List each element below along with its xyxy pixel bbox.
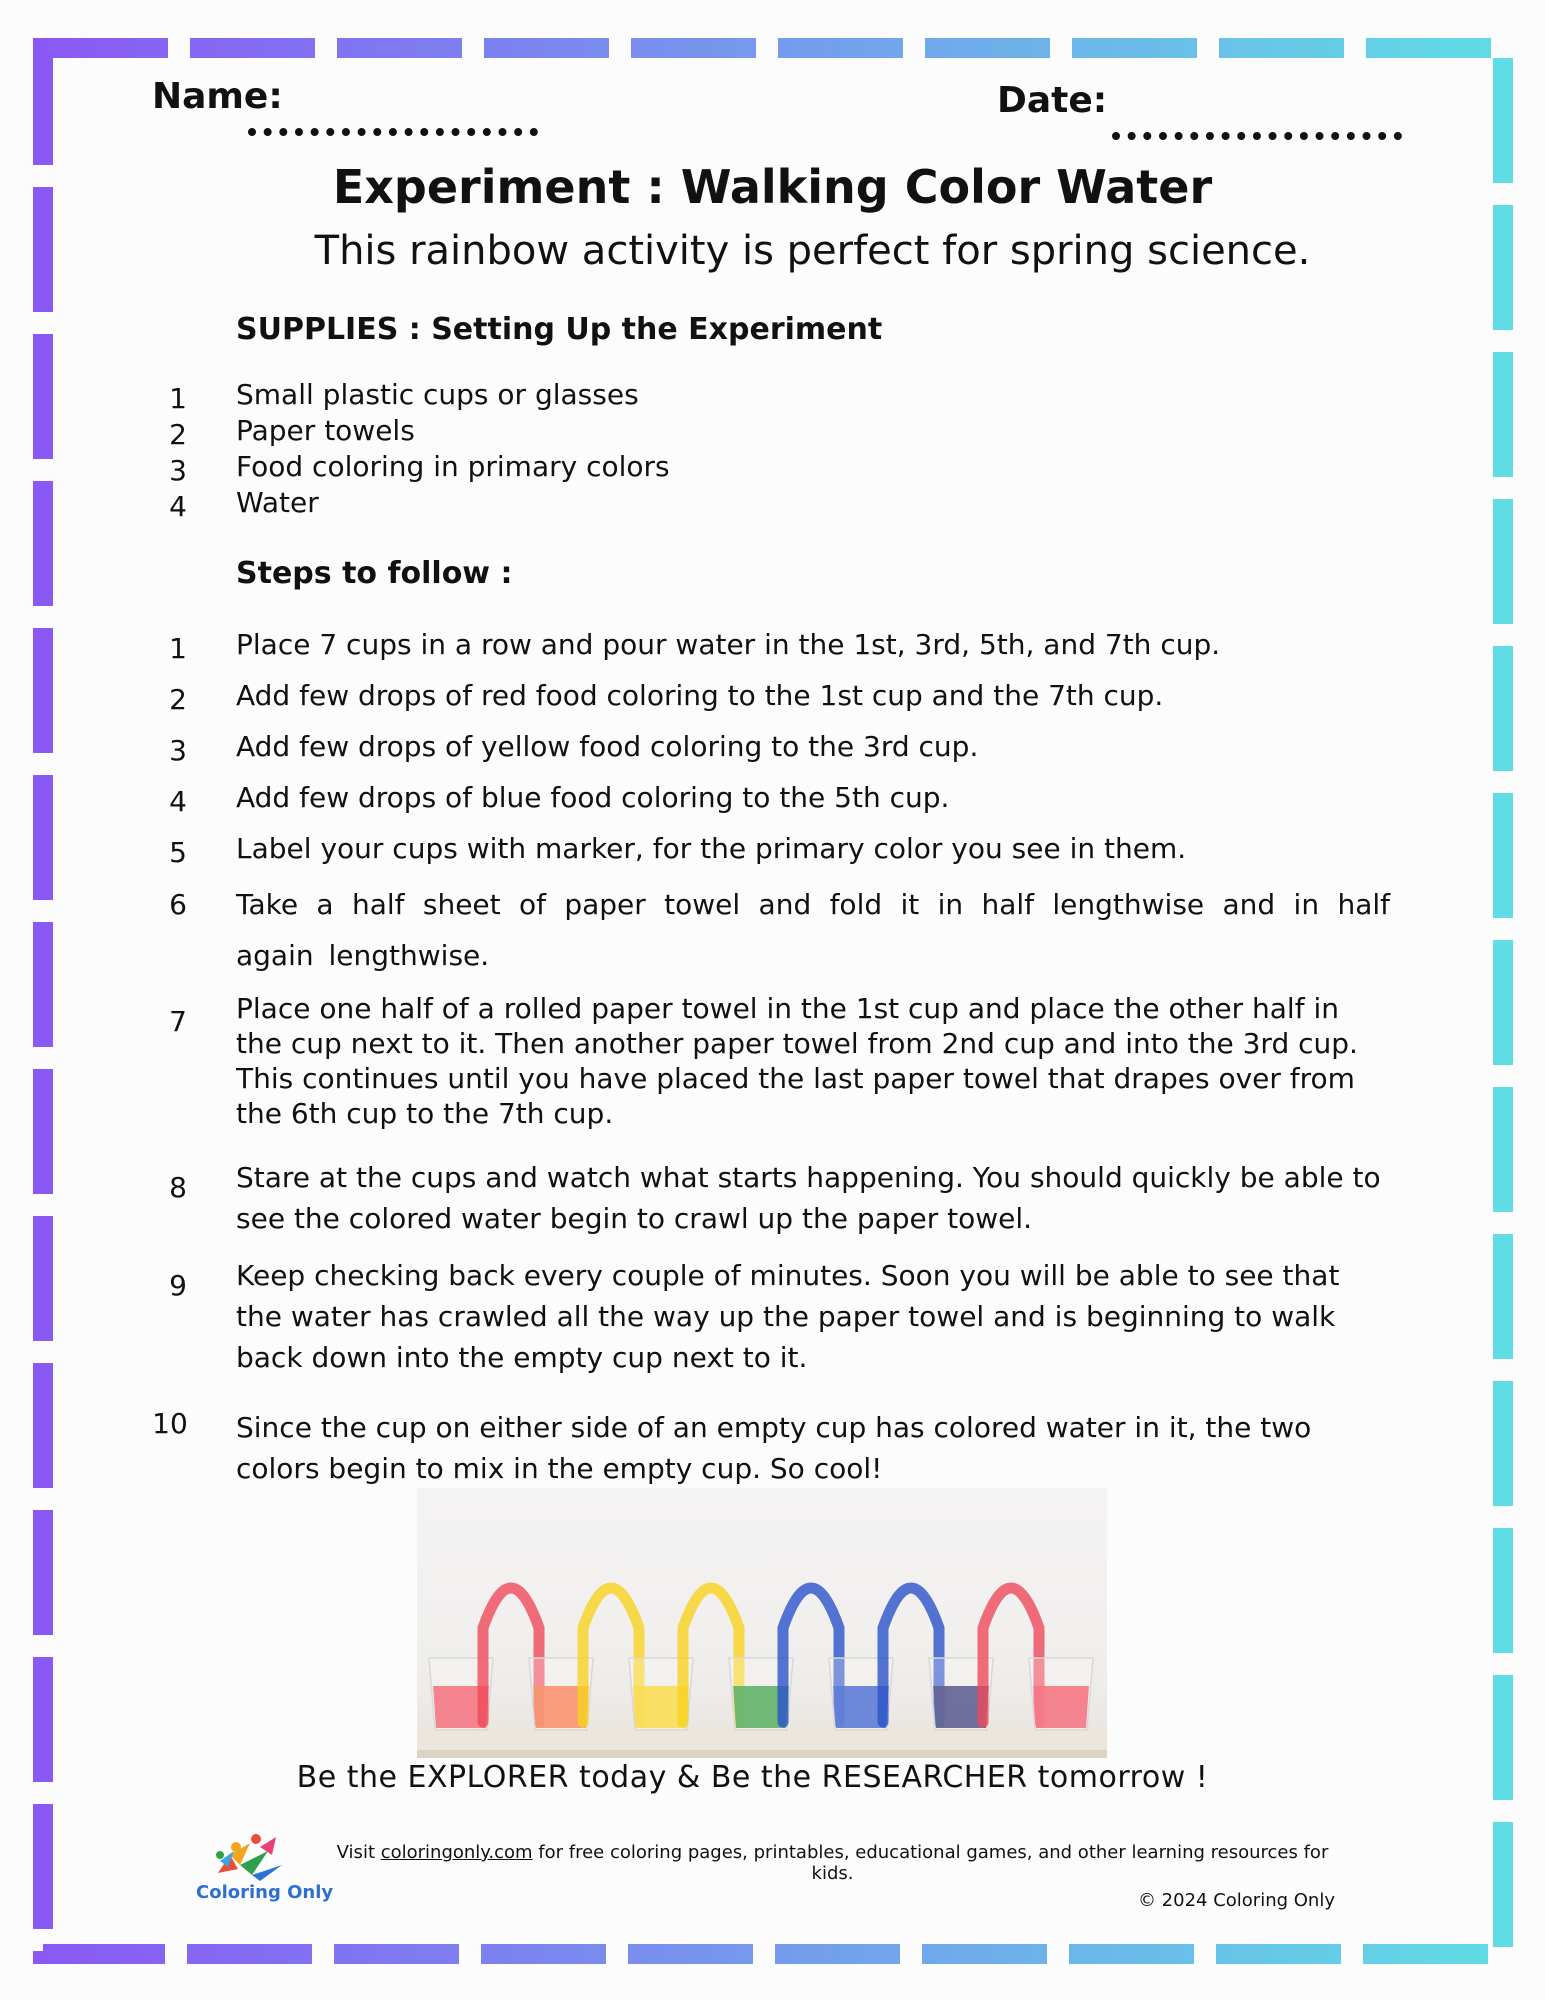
step-number: 2 xyxy=(169,683,187,716)
footer-visit-line xyxy=(330,1842,1335,1884)
footer xyxy=(330,1842,1335,1911)
step-text: Place 7 cups in a row and pour water in the 1st, 3rd, 5th, and 7th cup. xyxy=(236,628,1221,661)
page-title: Experiment : Walking Color Water xyxy=(332,160,1213,214)
supply-item xyxy=(160,414,1360,450)
step-number: 10 xyxy=(152,1407,188,1440)
tagline: Be the EXPLORER today & Be the RESEARCHER tomorrow ! xyxy=(296,1760,1209,1795)
step-number: 4 xyxy=(169,785,187,818)
step-number: 9 xyxy=(169,1269,187,1302)
step-text: Take a half sheet of paper towel and fold it in half lengthwise and in half again lengthwise. xyxy=(236,888,1390,972)
page-subtitle: This rainbow activity is perfect for spring science. xyxy=(314,228,1311,274)
step-number: 6 xyxy=(169,888,187,921)
supply-text: Food coloring in primary colors xyxy=(236,450,670,483)
step-text: Add few drops of yellow food coloring to the 3rd cup. xyxy=(236,730,979,763)
step-number: 7 xyxy=(169,1005,187,1038)
supply-number: 3 xyxy=(169,454,187,487)
step-number: 8 xyxy=(169,1171,187,1204)
copyright: © 2024 Coloring Only xyxy=(1137,1890,1335,1911)
step-number: 5 xyxy=(169,836,187,869)
walking-water-photo xyxy=(417,1488,1107,1758)
supplies-heading: SUPPLIES : Setting Up the Experiment xyxy=(236,312,883,347)
step-text: Add few drops of blue food coloring to the 5th cup. xyxy=(236,781,950,814)
step-text: Since the cup on either side of an empty cup has colored water in it, the two colors begin to mix in the empty cup. So cool! xyxy=(236,1411,1312,1485)
step-text: Place one half of a rolled paper towel in the 1st cup and place the other half in the cup next to it. Then another paper towel from 2nd cup and into the 3rd cup. This continues until you have placed the last paper towel that drapes over from the 6th cup to the 7th cup. xyxy=(236,992,1358,1130)
date-label: Date: xyxy=(997,80,1108,121)
supply-number: 4 xyxy=(169,490,187,523)
step-text: Label your cups with marker, for the primary color you see in them. xyxy=(236,832,1187,865)
step-text: Keep checking back every couple of minutes. Soon you will be able to see that the water has crawled all the way up the paper towel and is beginning to walk back down into the empty cup next to it. xyxy=(236,1259,1340,1374)
supply-text: Small plastic cups or glasses xyxy=(236,378,639,411)
step-text: Add few drops of red food coloring to the 1st cup and the 7th cup. xyxy=(236,679,1164,712)
footer-visit-prefix: Visit xyxy=(336,1842,381,1863)
step-text: Stare at the cups and watch what starts happening. You should quickly be able to see the colored water begin to crawl up the paper towel. xyxy=(236,1161,1381,1235)
supply-item xyxy=(160,378,1360,414)
name-label: Name: xyxy=(152,76,283,117)
step-number: 3 xyxy=(169,734,187,767)
supply-number: 1 xyxy=(169,382,187,415)
coloringonly-link[interactable]: coloringonly.com xyxy=(380,1842,533,1863)
step-number: 1 xyxy=(169,632,187,665)
logo-text: Coloring Only xyxy=(196,1882,334,1903)
supply-item xyxy=(160,450,1360,486)
date-line xyxy=(1112,132,1402,140)
steps-heading: Steps to follow : xyxy=(236,556,513,591)
supply-item xyxy=(160,486,1360,522)
footer-visit-suffix: for free coloring pages, printables, educational games, and other learning resources for kids. xyxy=(532,1842,1329,1884)
supply-text: Water xyxy=(236,486,319,519)
logo-figures-icon xyxy=(216,1834,282,1881)
supply-text: Paper towels xyxy=(236,414,415,447)
cup xyxy=(1029,1658,1093,1730)
supply-number: 2 xyxy=(169,418,187,451)
name-line xyxy=(248,128,538,136)
